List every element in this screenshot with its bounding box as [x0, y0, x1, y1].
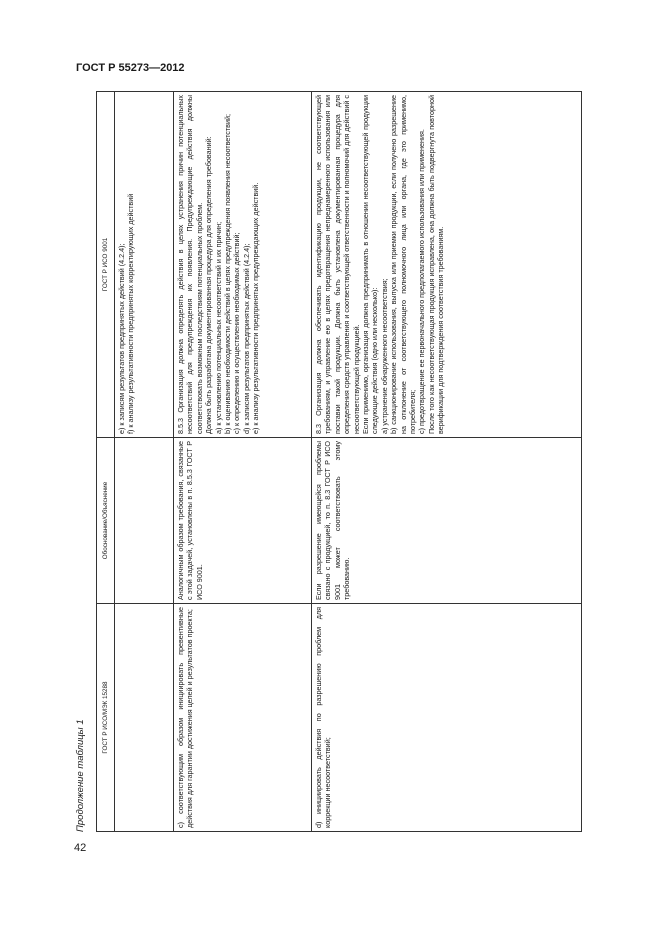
cell-justification	[174, 438, 312, 604]
cell-15288	[312, 604, 582, 832]
text-line: 8.3 Организация должна обеспечивать идентификацию продукции, не соответствующей требованиям, и управление ею в целях предотвращения непреднамеренного использования или поставки такой продукции. Должна быть установлена документированная процедура для определения средств управления и соответствующей ответственности и полномочий для действий с несоответствующей продукцией.	[314, 95, 361, 434]
page-number: 42	[74, 842, 87, 854]
table-row	[312, 92, 582, 832]
text-line: c) предотвращение ее первоначального предполагаемого использования или применения.	[417, 129, 427, 434]
text-line: b) к оцениванию необходимости действий в целях предупреждения появления несоответствий;	[223, 113, 233, 434]
cell-15288	[115, 604, 174, 832]
text-line: b) санкционирование использования, выпуска или приемки продукции, если получено разрешение на отклонение от соответствующего полномочного лица или органа, где это применимо, потребителя;	[389, 95, 418, 434]
table-caption: Продолжение таблицы 1	[75, 719, 86, 832]
table-row	[115, 92, 174, 832]
cell-9001	[115, 92, 174, 438]
text-line: с) соответствующим образом инициировать превентивные действия для гарантии достижения целей и результатов проекта;	[176, 607, 195, 828]
text-line: Аналогичным образом требования, связанные с этой задачей, установлены в п. 8.5.3 ГОСТ Р ИСО 9001.	[176, 441, 204, 600]
text-line: e) к анализу результативности предпринятых предупреждающих действий.	[251, 182, 261, 434]
cell-9001	[174, 92, 312, 438]
table-header-row	[97, 92, 115, 832]
rotated-table-block	[75, 92, 616, 832]
table-row	[174, 92, 312, 832]
doc-header-title: ГОСТ Р 55273—2012	[76, 62, 185, 74]
text-line: После того как несоответствующая продукция исправлена, она должна быть подвергнута повторной верификации для подтверждения соответствия требованиям.	[426, 95, 446, 434]
text-line: a) к установлению потенциальных несоответствий и их причин;	[213, 221, 223, 434]
text-line: c) к определению и осуществлению необходимых действий;	[232, 232, 242, 434]
text-line: Должна быть разработана документированная процедура для определения требований:	[204, 136, 214, 434]
text-line: a) устранение обнаруженного несоответствия;	[379, 278, 389, 434]
cell-justification	[312, 438, 582, 604]
comparison-table	[96, 91, 582, 832]
text-line: Если разрешение имеющейся проблемы связано с продукцией, то п. 8.3 ГОСТ Р ИСО 9001 может соответствовать этому требованию.	[314, 441, 352, 600]
cell-9001	[312, 92, 582, 438]
text-line: d) инициировать действия по разрешению проблем для коррекции несоответствий;	[314, 607, 333, 828]
col-header-9001: ГОСТ Р ИСО 9001	[97, 92, 115, 438]
text-line: d) к записям результатов предпринятых действий (4.2.4);	[241, 243, 251, 434]
cell-15288	[174, 604, 312, 832]
col-header-15288: ГОСТ Р ИСО/МЭК 15288	[97, 604, 115, 832]
col-header-justification: Обоснование/Объяснение	[97, 438, 115, 604]
text-line: Если применимо, организация должна предпринимать в отношении несоответствующей продукции следующие действия (одно или несколько):	[361, 95, 380, 434]
text-line: f) к анализу результативности предпринятых корректирующих действий	[126, 193, 136, 434]
text-line: е) к записям результатов предпринятых действий (4.2.4);	[117, 243, 126, 434]
text-line: 8.5.3 Организация должна определять действия в целях устранения причин потенциальных несоответствий для предупреждения их появления. Предупреждающие действия должны соответствовать возможным последствиям потенциальных проблем.	[176, 95, 204, 434]
cell-justification	[115, 438, 174, 604]
